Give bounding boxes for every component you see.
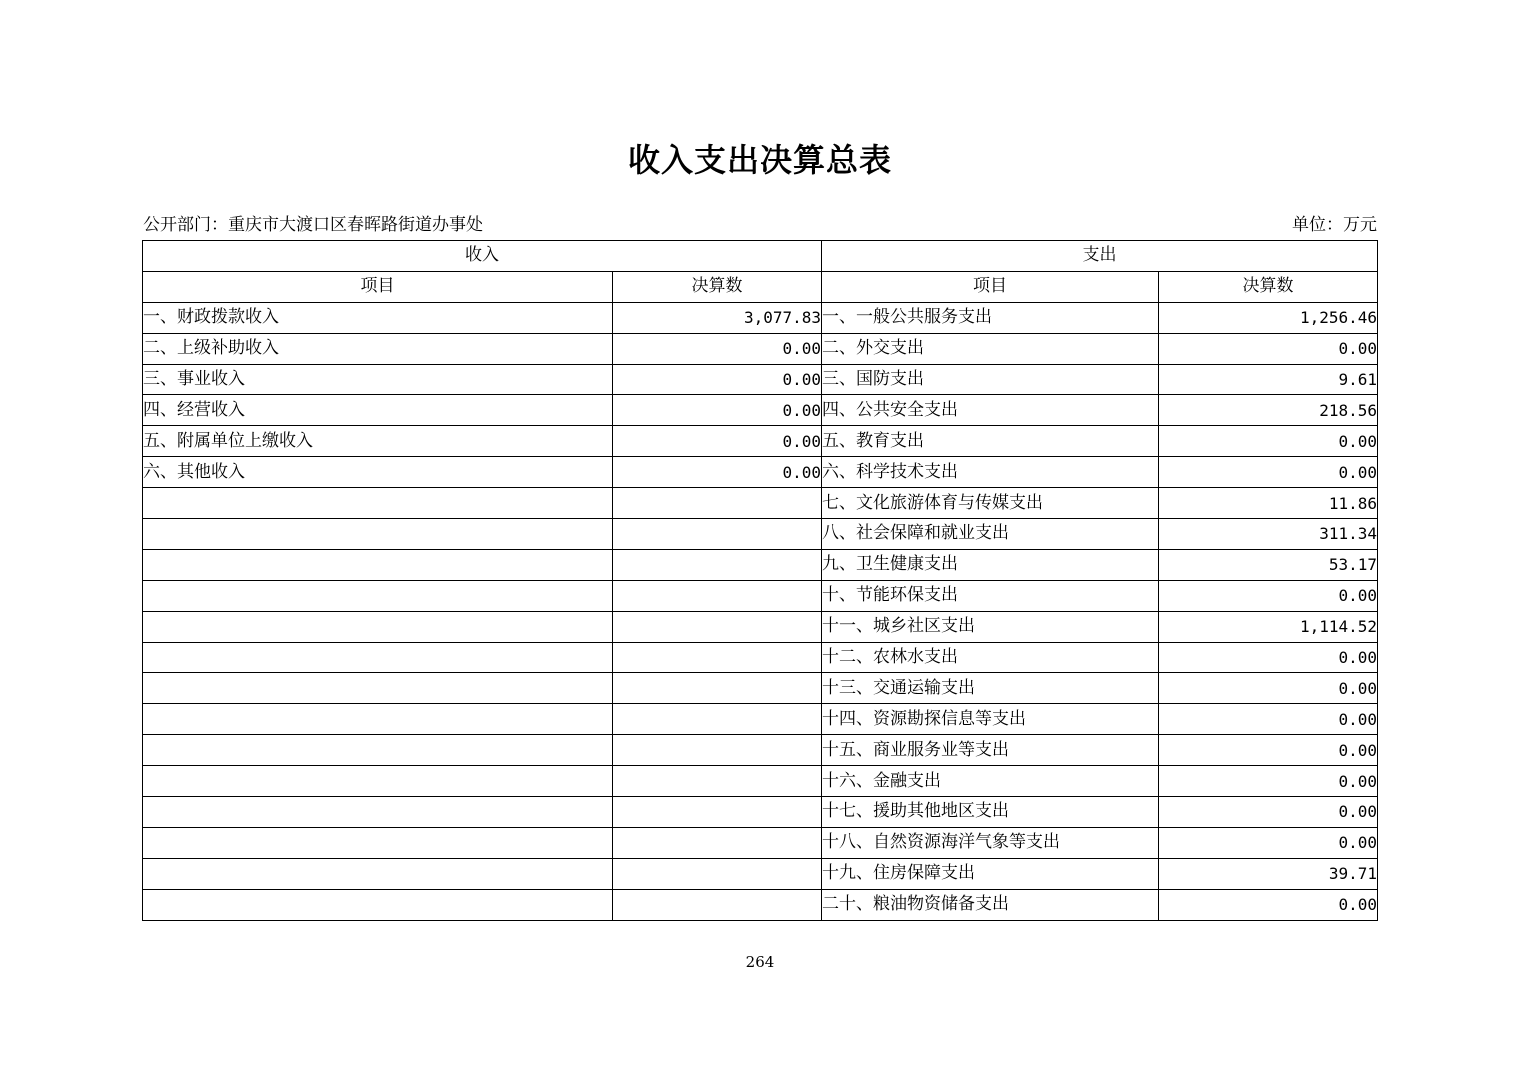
section-header-row (143, 241, 1378, 272)
expense-amount-cell: 0.00 (1159, 827, 1378, 858)
income-item-cell (143, 519, 613, 550)
income-amount-cell (613, 704, 822, 735)
expense-item-cell: 十九、住房保障支出 (822, 858, 1159, 889)
expense-item-cell: 三、国防支出 (822, 364, 1159, 395)
income-amount-cell: 0.00 (613, 364, 822, 395)
expense-amount-cell: 0.00 (1159, 426, 1378, 457)
expense-amount-cell: 1,114.52 (1159, 611, 1378, 642)
table-row (143, 457, 1378, 488)
expense-amount-cell: 0.00 (1159, 766, 1378, 797)
table-row (143, 549, 1378, 580)
table-row (143, 488, 1378, 519)
income-amount-header: 决算数 (613, 271, 822, 302)
table-row (143, 766, 1378, 797)
table-row (143, 858, 1378, 889)
table-row (143, 673, 1378, 704)
column-header-row (143, 271, 1378, 302)
expense-amount-cell: 53.17 (1159, 549, 1378, 580)
income-item-cell (143, 642, 613, 673)
expense-item-cell: 十二、农林水支出 (822, 642, 1159, 673)
table-row (143, 302, 1378, 333)
income-item-cell (143, 704, 613, 735)
income-expense-table (142, 240, 1378, 921)
table-row (143, 704, 1378, 735)
expense-item-cell: 二、外交支出 (822, 333, 1159, 364)
expense-item-cell: 十、节能环保支出 (822, 580, 1159, 611)
expense-amount-cell: 311.34 (1159, 519, 1378, 550)
income-item-cell (143, 766, 613, 797)
expense-item-cell: 五、教育支出 (822, 426, 1159, 457)
table-row (143, 827, 1378, 858)
table-row (143, 611, 1378, 642)
income-amount-cell (613, 611, 822, 642)
table-row (143, 797, 1378, 828)
expense-amount-cell: 39.71 (1159, 858, 1378, 889)
income-amount-cell (613, 642, 822, 673)
table-row (143, 395, 1378, 426)
income-amount-cell: 0.00 (613, 457, 822, 488)
income-amount-cell (613, 889, 822, 920)
expense-amount-cell: 0.00 (1159, 642, 1378, 673)
income-item-cell: 五、附属单位上缴收入 (143, 426, 613, 457)
page-title: 收入支出决算总表 (627, 141, 892, 179)
income-item-cell (143, 549, 613, 580)
department-label: 公开部门：重庆市大渡口区春晖路街道办事处 (143, 215, 483, 235)
expense-item-cell: 七、文化旅游体育与传媒支出 (822, 488, 1159, 519)
income-item-cell (143, 889, 613, 920)
table-row (143, 519, 1378, 550)
income-item-cell (143, 580, 613, 611)
expense-item-cell: 九、卫生健康支出 (822, 549, 1159, 580)
income-amount-cell: 3,077.83 (613, 302, 822, 333)
table-row (143, 580, 1378, 611)
expense-item-cell: 十八、自然资源海洋气象等支出 (822, 827, 1159, 858)
income-section-header: 收入 (143, 241, 822, 272)
income-item-cell (143, 611, 613, 642)
expense-item-cell: 十五、商业服务业等支出 (822, 735, 1159, 766)
table-row (143, 333, 1378, 364)
income-amount-cell (613, 673, 822, 704)
income-amount-cell: 0.00 (613, 333, 822, 364)
expense-amount-cell: 0.00 (1159, 735, 1378, 766)
income-item-cell: 四、经营收入 (143, 395, 613, 426)
expense-amount-cell: 218.56 (1159, 395, 1378, 426)
table-row (143, 735, 1378, 766)
income-amount-cell (613, 858, 822, 889)
expense-amount-cell: 11.86 (1159, 488, 1378, 519)
income-amount-cell (613, 827, 822, 858)
expense-item-cell: 二十、粮油物资储备支出 (822, 889, 1159, 920)
expense-section-header: 支出 (822, 241, 1378, 272)
expense-amount-cell: 0.00 (1159, 673, 1378, 704)
income-item-header: 项目 (143, 271, 613, 302)
expense-amount-cell: 0.00 (1159, 333, 1378, 364)
income-item-cell (143, 797, 613, 828)
expense-amount-header: 决算数 (1159, 271, 1378, 302)
expense-item-cell: 十三、交通运输支出 (822, 673, 1159, 704)
income-amount-cell (613, 519, 822, 550)
expense-amount-cell: 0.00 (1159, 457, 1378, 488)
income-amount-cell (613, 488, 822, 519)
expense-item-cell: 六、科学技术支出 (822, 457, 1159, 488)
income-item-cell (143, 488, 613, 519)
expense-item-cell: 八、社会保障和就业支出 (822, 519, 1159, 550)
income-amount-cell (613, 797, 822, 828)
table-row (143, 642, 1378, 673)
expense-item-cell: 十一、城乡社区支出 (822, 611, 1159, 642)
expense-amount-cell: 0.00 (1159, 797, 1378, 828)
income-item-cell (143, 673, 613, 704)
expense-item-cell: 十七、援助其他地区支出 (822, 797, 1159, 828)
table-row (143, 364, 1378, 395)
page-number: 264 (745, 953, 775, 971)
income-amount-cell (613, 766, 822, 797)
income-amount-cell (613, 735, 822, 766)
income-item-cell (143, 858, 613, 889)
expense-amount-cell: 0.00 (1159, 704, 1378, 735)
income-item-cell: 六、其他收入 (143, 457, 613, 488)
table-meta (143, 212, 1377, 238)
income-item-cell: 三、事业收入 (143, 364, 613, 395)
income-amount-cell (613, 580, 822, 611)
table-row (143, 889, 1378, 920)
expense-item-header: 项目 (822, 271, 1159, 302)
expense-item-cell: 一、一般公共服务支出 (822, 302, 1159, 333)
expense-amount-cell: 0.00 (1159, 580, 1378, 611)
table-body (143, 241, 1378, 921)
income-amount-cell: 0.00 (613, 395, 822, 426)
income-item-cell (143, 735, 613, 766)
income-item-cell: 二、上级补助收入 (143, 333, 613, 364)
expense-item-cell: 十六、金融支出 (822, 766, 1159, 797)
expense-item-cell: 十四、资源勘探信息等支出 (822, 704, 1159, 735)
expense-item-cell: 四、公共安全支出 (822, 395, 1159, 426)
expense-amount-cell: 9.61 (1159, 364, 1378, 395)
expense-amount-cell: 0.00 (1159, 889, 1378, 920)
income-amount-cell: 0.00 (613, 426, 822, 457)
income-item-cell (143, 827, 613, 858)
expense-amount-cell: 1,256.46 (1159, 302, 1378, 333)
income-item-cell: 一、财政拨款收入 (143, 302, 613, 333)
table-row (143, 426, 1378, 457)
income-amount-cell (613, 549, 822, 580)
unit-label: 单位：万元 (1292, 215, 1377, 235)
